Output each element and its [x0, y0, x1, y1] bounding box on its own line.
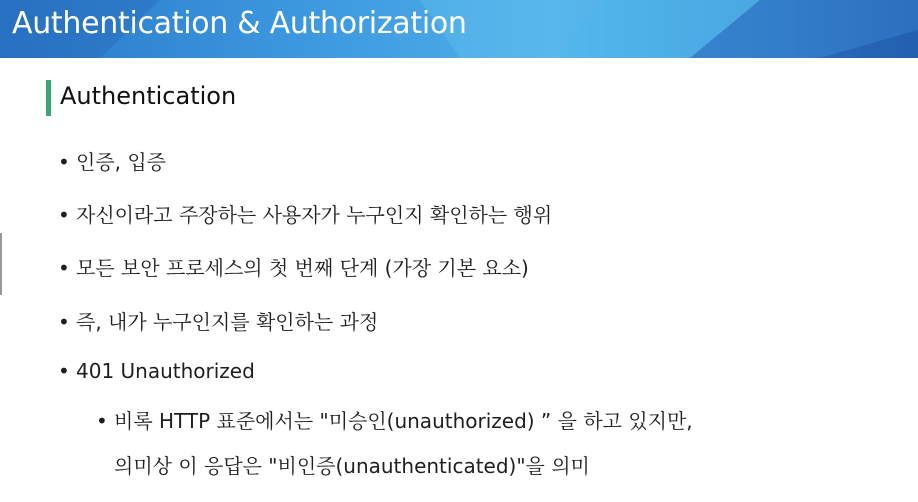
bullet-dot: •	[96, 409, 108, 433]
bullet-dot: •	[58, 359, 70, 383]
section-accent-bar	[46, 80, 51, 116]
bullet-item-3	[58, 252, 529, 281]
section-heading: Authentication	[60, 82, 237, 110]
bullet-dot: •	[58, 310, 70, 334]
bullet-item-5	[58, 359, 255, 383]
bullet-item-4	[58, 306, 378, 335]
bullet-text: 자신이라고 주장하는 사용자가 누구인지 확인하는 행위	[76, 203, 553, 227]
bullet-dot: •	[58, 150, 70, 174]
bullet-text: 인증, 입증	[76, 150, 166, 174]
bullet-text: 401 Unauthorized	[76, 359, 255, 383]
bullet-item-2	[58, 199, 552, 228]
bullet-dot: •	[58, 203, 70, 227]
bullet-text: 모든 보안 프로세스의 첫 번째 단계 (가장 기본 요소)	[76, 256, 529, 280]
left-edge-divider	[0, 233, 2, 295]
sub-bullet-item	[96, 405, 693, 434]
sub-bullet-text-line2: 의미상 이 응답은 "비인증(unauthenticated)"을 의미	[114, 454, 590, 478]
sub-bullet-text-line1: 비록 HTTP 표준에서는 "미승인(unauthorized) ” 을 하고 있지만,	[114, 409, 693, 433]
bullet-item-1	[58, 146, 166, 175]
title-banner	[0, 0, 918, 58]
page-title: Authentication & Authorization	[12, 6, 467, 41]
bullet-text: 즉, 내가 누구인지를 확인하는 과정	[76, 310, 379, 334]
bullet-dot: •	[58, 256, 70, 280]
